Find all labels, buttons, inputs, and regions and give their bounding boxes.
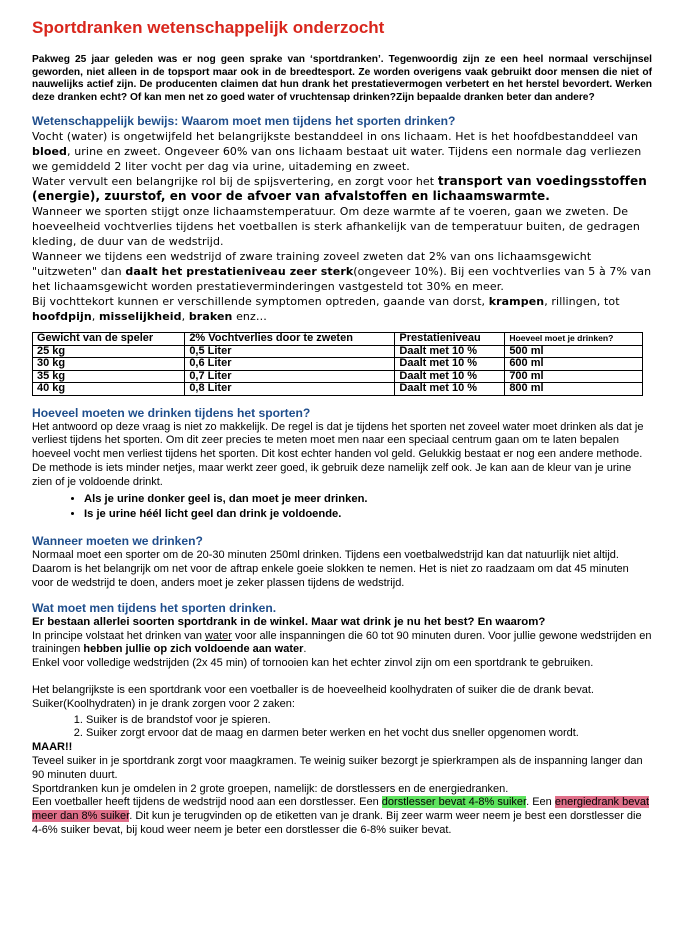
section-what bbox=[32, 616, 652, 838]
paragraph: Wanneer we sporten stijgt onze lichaamstemperatuur. Om deze warmte af te voeren, gaan we zweten. De hoeveelheid vochtverlies tijdens het voetballen is sterk afhankelijk van de temperatuur buiten, de gedragen kleding, de duur van de wedstrijd. bbox=[32, 205, 640, 248]
table-row bbox=[33, 383, 643, 396]
intro-paragraph: Pakweg 25 jaar geleden was er nog geen sprake van ‘sportdranken’. Tegenwoordig zijn ze een heel normaal verschijnsel geworden, niet alleen in de topsport maar ook in de breedtesport. Ze worden overigens vaak gebruikt door mensen die niet of nauwelijks actief zijn. De producenten claimen dat hun drank het prestatievermogen verbetert en het herstel bevordert. Werken deze dranken echt? Of kan men net zo goed water of vruchtensap drinken?Zijn bepaalde dranken beter dan andere? bbox=[32, 54, 652, 103]
table-row bbox=[33, 345, 643, 358]
table-cell: 40 kg bbox=[33, 383, 185, 396]
section-why-drink bbox=[32, 129, 652, 324]
table-header-cell: Prestatieniveau bbox=[395, 333, 505, 346]
table-cell: Daalt met 10 % bbox=[395, 358, 505, 371]
highlight-dorstlesser: dorstlesser bevat 4-8% suiker bbox=[381, 796, 527, 809]
table-header-cell: Gewicht van de speler bbox=[33, 333, 185, 346]
paragraph: Sportdranken kun je omdelen in 2 grote groepen, namelijk: de dorstlessers en de energiedranken. bbox=[32, 782, 509, 795]
list-item: • Is je urine héél licht geel dan drink je voldoende. bbox=[84, 507, 652, 522]
table-row bbox=[33, 358, 643, 371]
table-cell: 0,6 Liter bbox=[185, 358, 395, 371]
paragraph: De methode is iets minder netjes, maar werkt zeer goed, ik gebruik deze namelijk zelf ook. Je kan aan de kleur van je urine zien of je voldoende drinkt. bbox=[32, 461, 632, 488]
warning-label: MAAR!! bbox=[32, 741, 73, 754]
table-header-cell: Hoeveel moet je drinken? bbox=[505, 333, 643, 346]
table-cell: 35 kg bbox=[33, 370, 185, 383]
list-item: 1. Suiker is de brandstof voor je spieren. bbox=[86, 714, 652, 728]
paragraph: Het belangrijkste is een sportdrank voor een voetballer is de hoeveelheid koolhydraten of suiker die de drank bevat. Suiker(Koolhydraten) in je drank zorgen voor 2 zaken: bbox=[32, 684, 594, 710]
section-heading-when: Wanneer moeten we drinken? bbox=[32, 534, 203, 549]
list-item: 2. Suiker zorgt ervoor dat de maag en darmen beter werken en het vocht dus sneller opgenomen wordt. bbox=[86, 727, 652, 741]
table-cell: 600 ml bbox=[505, 358, 643, 371]
lead-question: Er bestaan allerlei soorten sportdrank in de winkel. Maar wat drink je nu het best? En waarom? bbox=[32, 615, 546, 628]
highlight-energiedrank: energiedrank bevat meer dan 8% suiker bbox=[32, 796, 650, 823]
section-heading-why-drink: Wetenschappelijk bewijs: Waarom moet men tijdens het sporten drinken? bbox=[32, 114, 456, 128]
section-when bbox=[32, 549, 652, 590]
paragraph: Enkel voor volledige wedstrijden (2x 45 min) of tornooien kan het echter zinvol zijn om een sportdrank te gebruiken. bbox=[32, 657, 594, 670]
table-cell: 800 ml bbox=[505, 383, 643, 396]
section-heading-how-much: Hoeveel moeten we drinken tijdens het sporten? bbox=[32, 405, 311, 420]
paragraph: Normaal moet een sporter om de 20-30 minuten 250ml drinken. Tijdens een voetbalwedstrijd kan dat natuurlijk niet altijd. Daarom is het belangrijk om net voor de aftrap enkele goeie slokken te nemen. Het is niet zo raadzaam om dat 45 minuten voor de wedstrijd te doen, anders moet je zeker plassen tijdens de wedstrijd. bbox=[32, 549, 629, 590]
urine-color-list bbox=[32, 492, 652, 522]
table-cell: 0,7 Liter bbox=[185, 370, 395, 383]
table-cell: 700 ml bbox=[505, 370, 643, 383]
document-page bbox=[32, 18, 652, 838]
table-header-cell: 2% Vochtverlies door te zweten bbox=[185, 333, 395, 346]
paragraph: Wanneer we tijdens een wedstrijd of zware training zoveel zweten dat 2% van ons lichaamsgewicht "uitzweten" dan daalt het prestatieniveau zeer sterk(ongeveer 10%). Bij een vochtverlies van 5 à 7% van het lichaamsgewicht worden prestatieverminderingen vastgesteld tot 30% en meer. bbox=[32, 250, 652, 293]
paragraph: Bij vochttekort kunnen er verschillende symptomen optreden, gaande van dorst, krampen, rillingen, tot hoofdpijn, misselijkheid, braken enz… bbox=[32, 295, 620, 323]
table-cell: Daalt met 10 % bbox=[395, 370, 505, 383]
table-cell: 0,5 Liter bbox=[185, 345, 395, 358]
paragraph: In principe volstaat het drinken van water voor alle inspanningen die 60 tot 90 minuten duren. Voor jullie gewone wedstrijden en trainingen hebben jullie op zich voldoende aan water. bbox=[32, 629, 652, 656]
section-how-much bbox=[32, 421, 652, 523]
table-header-row bbox=[33, 333, 643, 346]
table-row bbox=[33, 370, 643, 383]
table-cell: Daalt met 10 % bbox=[395, 345, 505, 358]
page-title: Sportdranken wetenschappelijk onderzocht bbox=[32, 18, 385, 37]
paragraph: Water vervult een belangrijke rol bij de spijsvertering, en zorgt voor het transport van voedingsstoffen (energie), zuurstof, en voor de afvoer van afvalstoffen en lichaamswarmte. bbox=[32, 174, 647, 203]
table-cell: 0,8 Liter bbox=[185, 383, 395, 396]
table-cell: 25 kg bbox=[33, 345, 185, 358]
table-cell: 30 kg bbox=[33, 358, 185, 371]
paragraph: Een voetballer heeft tijdens de wedstrijd nood aan een dorstlesser. Een dorstlesser bevat 4-8% suiker. Een energiedrank bevat meer dan 8% suiker. Dit kun je terugvinden op de etiketten van je drank. Bij zeer warm weer neem je best een dorstlesser die 4-6% suiker bevat, bij koud weer neem je beter een dorstlesser die 6-8% suiker bevat. bbox=[32, 796, 650, 837]
fluid-loss-table bbox=[32, 332, 643, 396]
sugar-effects-list bbox=[32, 714, 652, 742]
table-cell: Daalt met 10 % bbox=[395, 383, 505, 396]
section-heading-what: Wat moet men tijdens het sporten drinken. bbox=[32, 600, 277, 615]
paragraph: Vocht (water) is ongetwijfeld het belangrijkste bestanddeel in ons lichaam. Het is het hoofdbestanddeel van bloed, urine en zweet. Ongeveer 60% van ons lichaam bestaat uit water. Tijdens een normale dag verliezen we gemiddeld 2 liter vocht per dag via urine, uitademing en zweet. bbox=[32, 130, 642, 173]
table-cell: 500 ml bbox=[505, 345, 643, 358]
paragraph: Het antwoord op deze vraag is niet zo makkelijk. De regel is dat je tijdens het sporten net zoveel water moet drinken als dat je verliest tijdens het sporten. Om dit zeer precies te meten moet men naar een speciaal centrum gaan om te laten bepalen hoeveel vocht men verliest tijdens het sporten. Dit kost echter handen vol geld. Gelukkig bestaat er nog een andere methode. bbox=[32, 420, 644, 461]
paragraph: Teveel suiker in je sportdrank zorgt voor maagkramen. Te weinig suiker bezorgt je spierkrampen als de inspanning langer dan 90 minuten duurt. bbox=[32, 755, 643, 781]
list-item: • Als je urine donker geel is, dan moet je meer drinken. bbox=[84, 492, 652, 507]
